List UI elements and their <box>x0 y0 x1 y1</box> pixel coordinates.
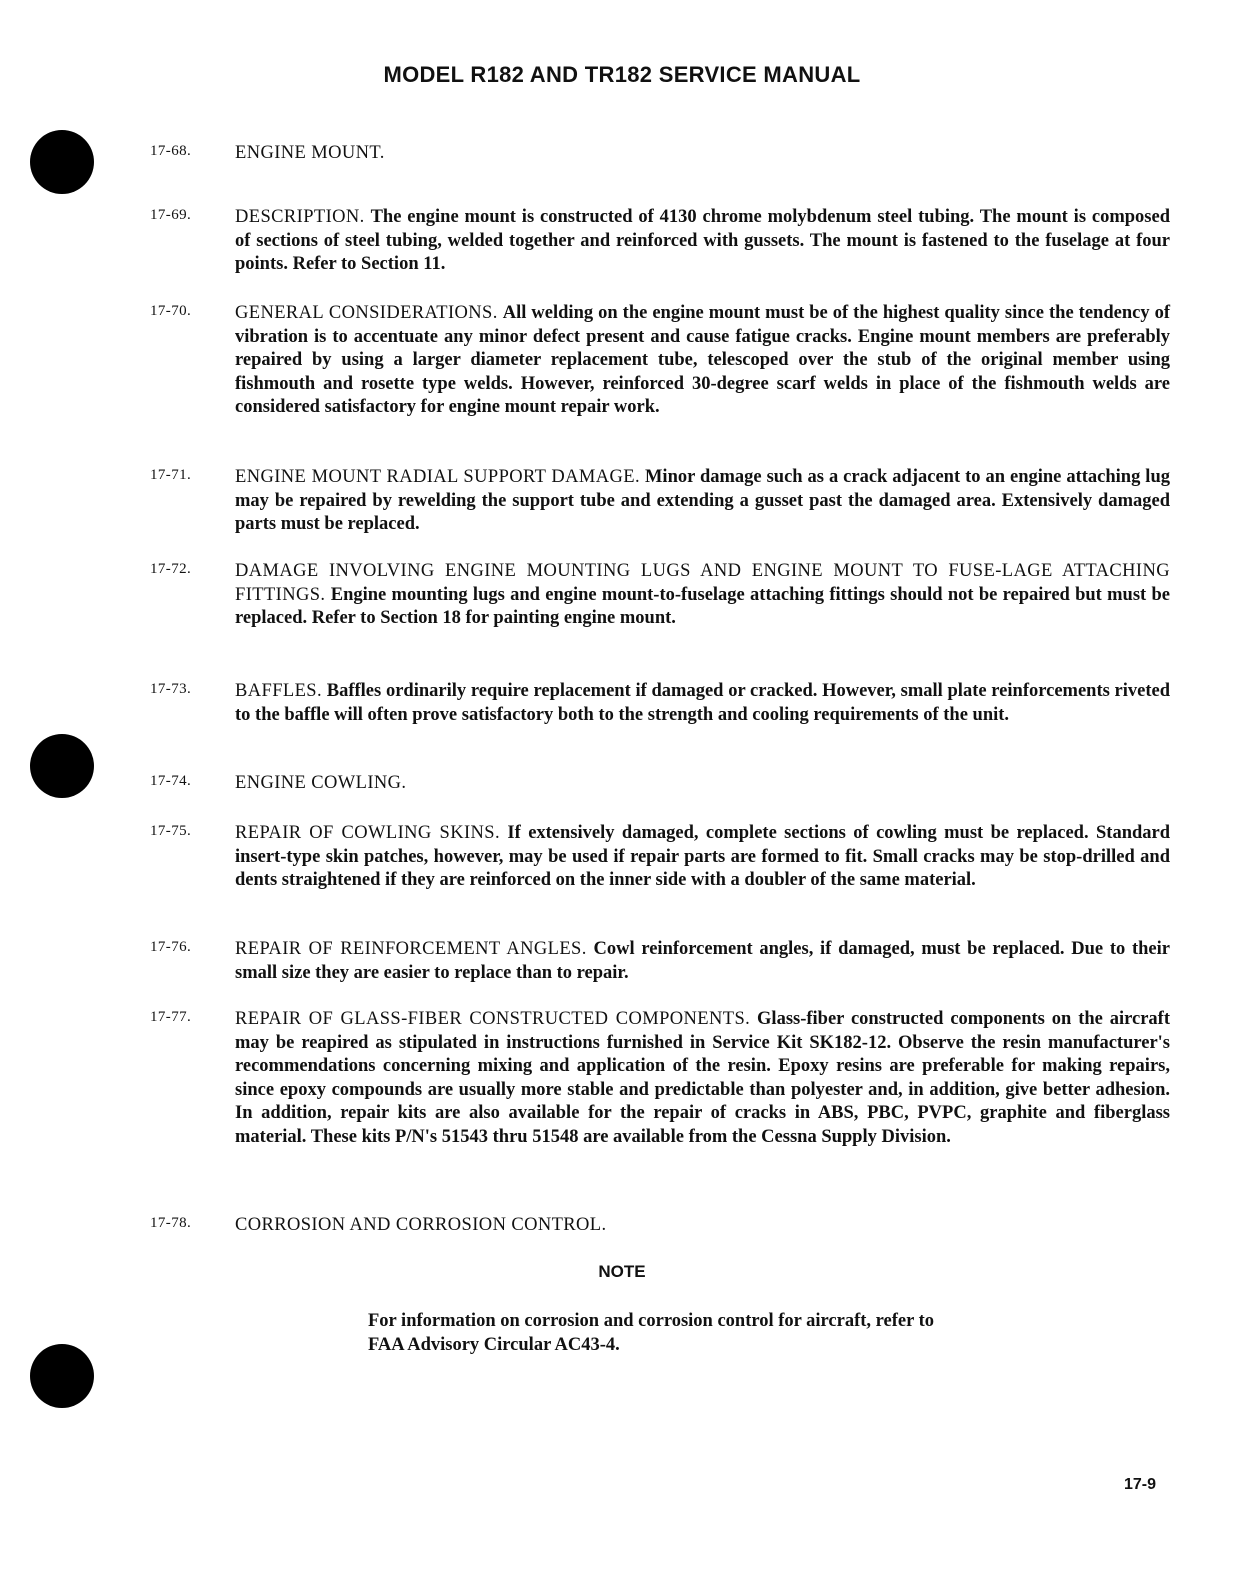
paragraph-17-78 <box>150 1214 1170 1238</box>
binder-hole-middle <box>30 734 94 798</box>
paragraph-17-69 <box>150 206 1170 277</box>
note-heading: NOTE <box>598 1262 646 1281</box>
binder-hole-top <box>30 130 94 194</box>
paragraph-number: 17-78. <box>150 1215 192 1231</box>
paragraph-body: Minor damage such as a crack adjacent to an engine attaching lug may be repaired by rewelding the support tube and extending a gusset past the damaged area. Extensively damaged parts must be replaced. <box>235 467 1170 534</box>
paragraph-body: Cowl reinforcement angles, if damaged, must be replaced. Due to their small size they are easier to replace than to repair. <box>235 939 1170 983</box>
paragraph-17-73 <box>150 680 1170 727</box>
paragraph-number: 17-71. <box>150 467 192 483</box>
paragraph-number: 17-76. <box>150 939 192 955</box>
paragraph-17-71 <box>150 466 1170 537</box>
paragraph-title: REPAIR OF COWLING SKINS. <box>235 823 500 843</box>
page-number: 17-9 <box>1124 1476 1157 1493</box>
paragraph-title: ENGINE MOUNT RADIAL SUPPORT DAMAGE. <box>235 467 640 487</box>
paragraph-17-72 <box>150 560 1170 631</box>
paragraph-body: All welding on the engine mount must be of the highest quality since the tendency of vibration is to accentuate any minor defect present and cause fatigue cracks. Engine mount members are preferably repaired by using a larger diameter replacement tube, telescoped over the stub of the original member using fishmouth and rosette type welds. However, reinforced 30-degree scarf welds in place of the fishmouth welds are considered satisfactory for engine mount repair work. <box>235 303 1171 417</box>
note-text: For information on corrosion and corrosion control for aircraft, refer to FAA Advisory Circular AC43-4. <box>368 1311 935 1355</box>
paragraph-title: CORROSION AND CORROSION CONTROL. <box>235 1215 607 1235</box>
paragraph-17-70 <box>150 302 1170 420</box>
paragraph-number: 17-77. <box>150 1009 192 1025</box>
paragraph-17-77 <box>150 1008 1170 1149</box>
paragraph-title: ENGINE COWLING. <box>235 773 407 793</box>
paragraph-body: If extensively damaged, complete sections of cowling must be replaced. Standard insert-type skin patches, however, may be used if repair parts are formed to fit. Small cracks may be stop-drilled and dents straightened if they are reinforced on the inner side with a doubler of the same material. <box>235 823 1171 890</box>
paragraph-number: 17-69. <box>150 207 192 223</box>
paragraph-title: DAMAGE INVOLVING ENGINE MOUNTING LUGS AND ENGINE MOUNT TO FUSE-LAGE ATTACHING FITTINGS. <box>235 561 1170 605</box>
paragraph-number: 17-68. <box>150 143 192 159</box>
binder-hole-bottom <box>30 1344 94 1408</box>
paragraph-body: Baffles ordinarily require replacement if damaged or cracked. However, small plate reinforcements riveted to the baffle will often prove satisfactory both to the strength and cooling requirements of the unit. <box>235 681 1171 725</box>
paragraph-title: GENERAL CONSIDERATIONS. <box>235 303 498 323</box>
paragraph-title: DESCRIPTION. <box>235 207 365 227</box>
page-header: MODEL R182 AND TR182 SERVICE MANUAL <box>383 62 861 87</box>
paragraph-number: 17-73. <box>150 681 192 697</box>
paragraph-17-68 <box>150 142 1170 166</box>
paragraph-title: BAFFLES. <box>235 681 322 701</box>
paragraph-title: REPAIR OF REINFORCEMENT ANGLES. <box>235 939 587 959</box>
paragraph-number: 17-75. <box>150 823 192 839</box>
paragraph-body: Glass-fiber constructed components on the aircraft may be reapired as stipulated in instructions furnished in Service Kit SK182-12. Observe the resin manufacturer's recommendations concerning mixing and application of the resin. Epoxy resins are preferable for making repairs, since epoxy compounds are usually more stable and predictable than polyester and, in addition, give better adhesion. In addition, repair kits are also available for the repair of cracks in ABS, PBC, PVPC, graphite and fiberglass material. These kits P/N's 51543 thru 51548 are available from the Cessna Supply Division. <box>235 1009 1170 1147</box>
paragraph-body: The engine mount is constructed of 4130 chrome molybdenum steel tubing. The mount is composed of sections of steel tubing, welded together and reinforced with gussets. The mount is fastened to the fuselage at four points. Refer to Section 11. <box>235 207 1170 274</box>
paragraph-title: ENGINE MOUNT. <box>235 143 385 163</box>
paragraph-17-75 <box>150 822 1170 893</box>
paragraph-number: 17-70. <box>150 303 192 319</box>
paragraph-number: 17-72. <box>150 561 192 577</box>
paragraph-number: 17-74. <box>150 773 192 789</box>
paragraph-17-74 <box>150 772 1170 796</box>
paragraph-17-76 <box>150 938 1170 985</box>
paragraph-body: Engine mounting lugs and engine mount-to-fuselage attaching fittings should not be repaired but must be replaced. Refer to Section 18 for painting engine mount. <box>235 584 1170 628</box>
paragraph-title: REPAIR OF GLASS-FIBER CONSTRUCTED COMPONENTS. <box>235 1009 751 1029</box>
